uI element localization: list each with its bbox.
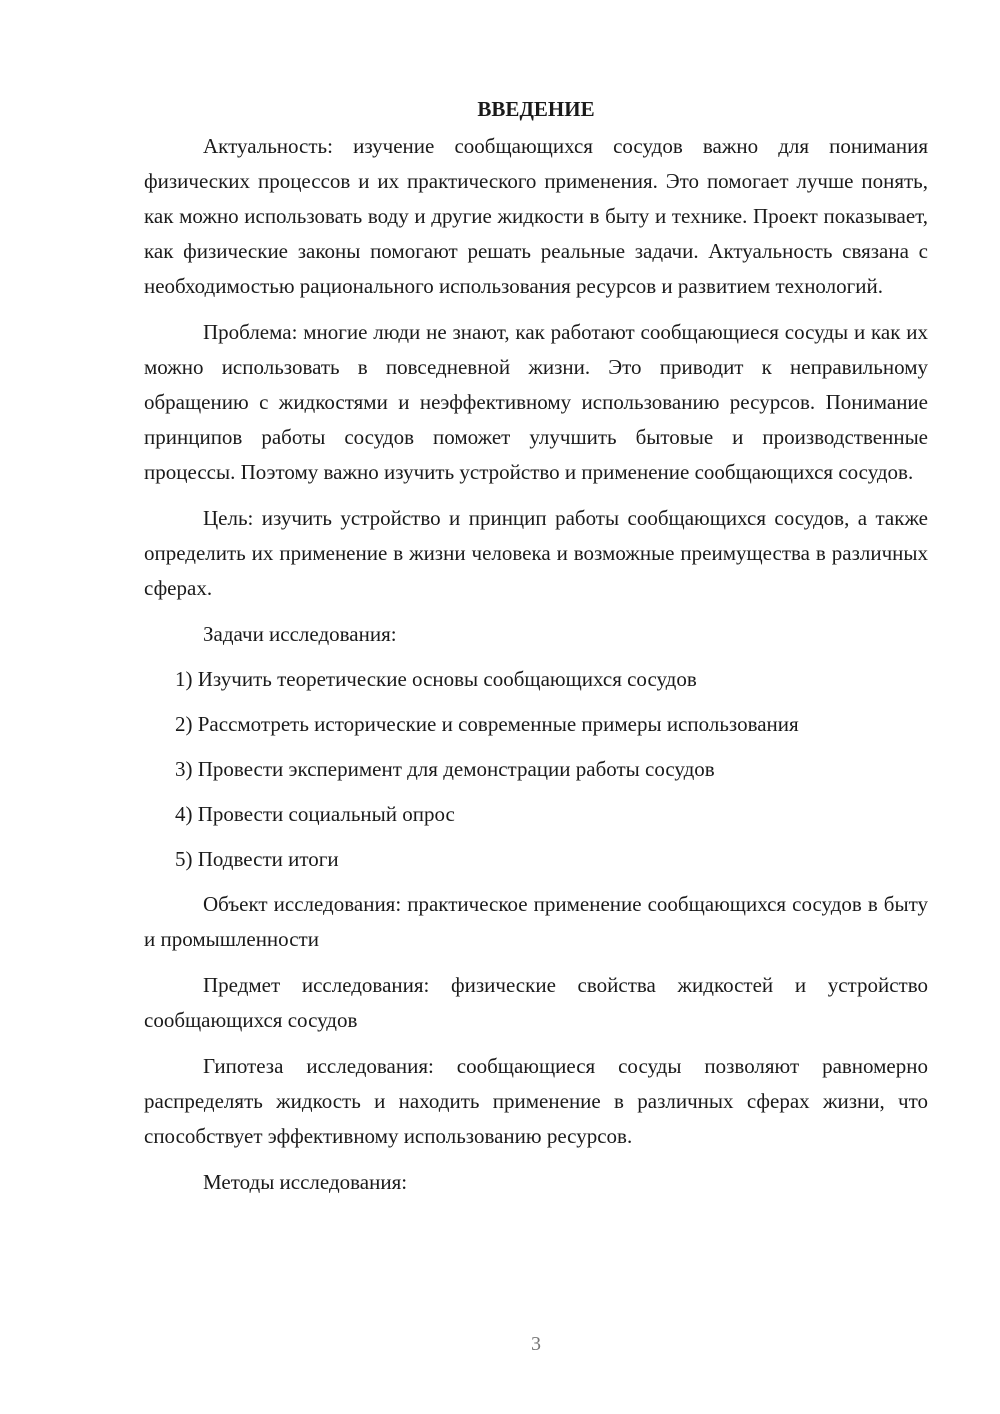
page-number: 3: [531, 1333, 541, 1355]
list-item: 2) Рассмотреть исторические и современные примеры использования: [175, 712, 799, 736]
goal-paragraph: Цель: изучить устройство и принцип работы сообщающихся сосудов, а также определить их применение в жизни человека и возможные преимущества в различных сферах.: [144, 506, 928, 600]
list-item: 1) Изучить теоретические основы сообщающихся сосудов: [175, 667, 697, 691]
list-item: 4) Провести социальный опрос: [175, 802, 455, 826]
problem-paragraph: Проблема: многие люди не знают, как работают сообщающиеся сосуды и как их можно использовать в повседневной жизни. Это приводит к неправильному обращению с жидкостями и неэффективному использованию ресурсов. Понимание принципов работы сосудов поможет улучшить бытовые и производственные процессы. Поэтому важно изучить устройство и применение сообщающихся сосудов.: [144, 320, 928, 484]
document-page: [144, 92, 928, 1210]
section-title: ВВЕДЕНИЕ: [477, 97, 595, 121]
tasks-list: [144, 662, 928, 877]
subject-paragraph: Предмет исследования: физические свойства жидкостей и устройство сообщающихся сосудов: [144, 973, 928, 1032]
relevance-paragraph: Актуальность: изучение сообщающихся сосудов важно для понимания физических процессов и их практического применения. Это помогает лучше понять, как можно использовать воду и другие жидкости в быту и технике. Проект показывает, как физические законы помогают решать реальные задачи. Актуальность связана с необходимостью рационального использования ресурсов и развитием технологий.: [144, 134, 928, 298]
list-item: 3) Провести эксперимент для демонстрации работы сосудов: [175, 757, 715, 781]
object-paragraph: Объект исследования: практическое применение сообщающихся сосудов в быту и промышленности: [144, 892, 928, 951]
methods-heading: Методы исследования:: [203, 1170, 408, 1194]
list-item: 5) Подвести итоги: [175, 847, 339, 871]
tasks-heading: Задачи исследования:: [203, 622, 397, 646]
hypothesis-paragraph: Гипотеза исследования: сообщающиеся сосуды позволяют равномерно распределять жидкость и находить применение в различных сферах жизни, что способствует эффективному использованию ресурсов.: [144, 1054, 928, 1148]
